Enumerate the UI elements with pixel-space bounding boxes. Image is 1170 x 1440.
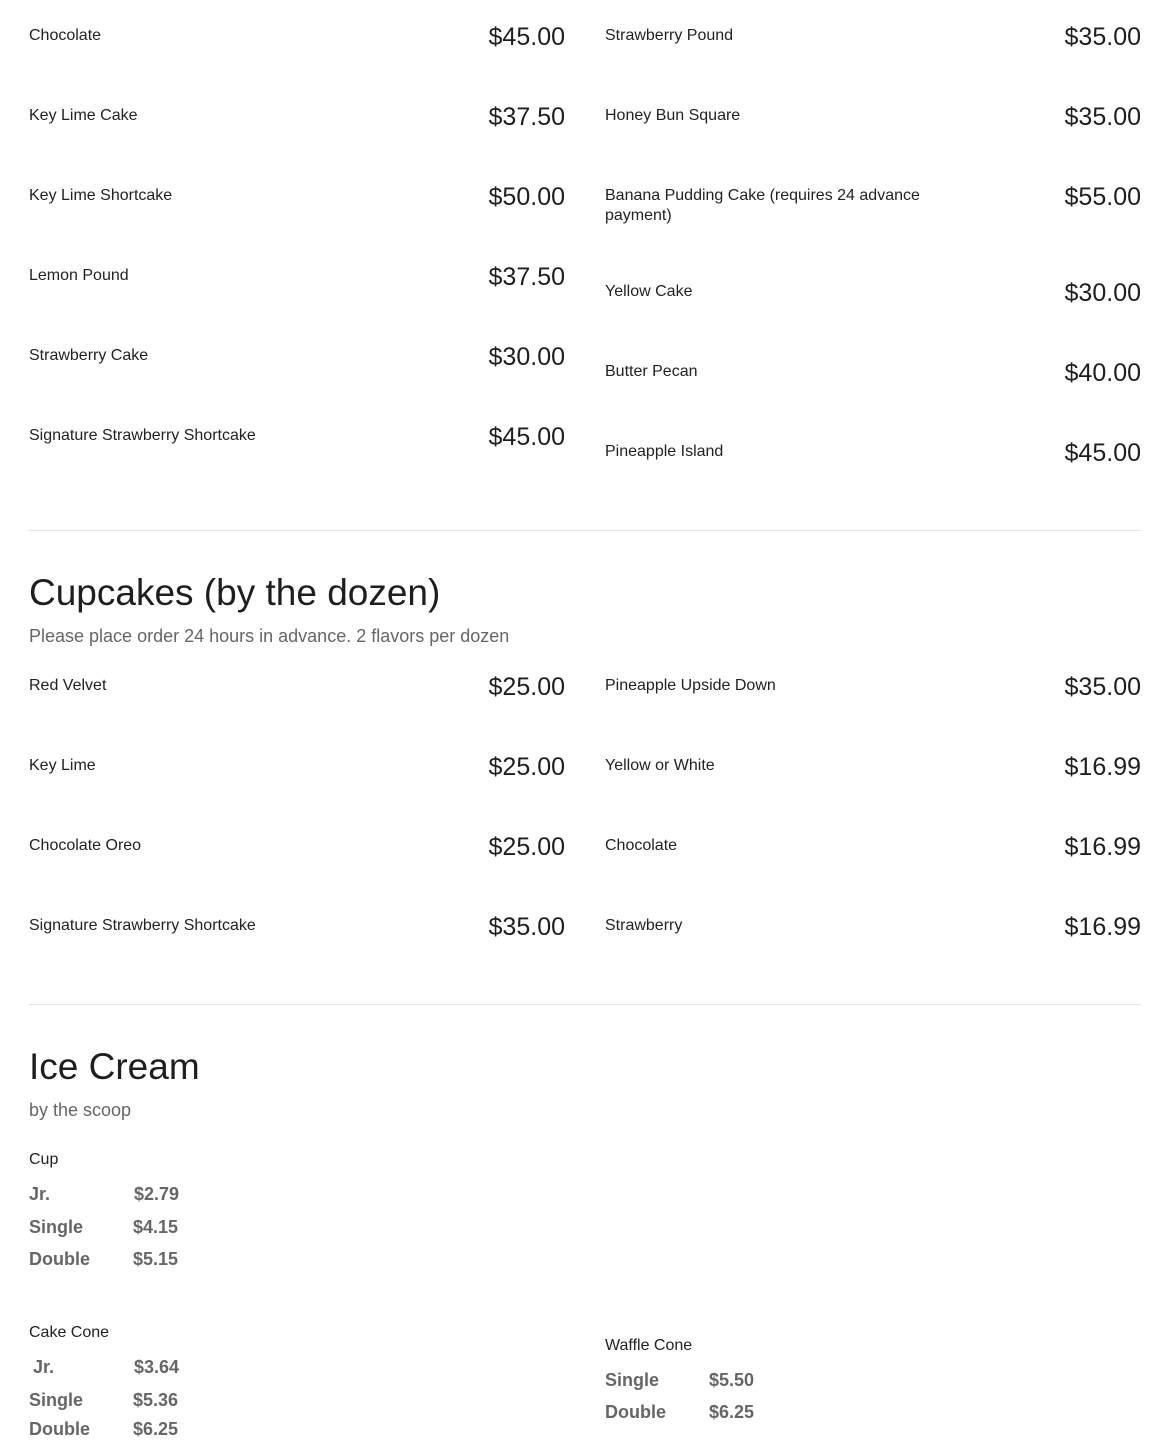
size-price: $5.36 <box>133 1390 179 1410</box>
menu-item-price: $40.00 <box>1064 359 1141 387</box>
menu-item-price: $45.00 <box>488 423 565 451</box>
cup-heading: Cup <box>29 1151 59 1168</box>
menu-item-price: $30.00 <box>488 343 565 371</box>
size-price: $6.25 <box>709 1402 755 1422</box>
menu-item-price: $30.00 <box>1064 279 1141 307</box>
size-label: Single <box>29 1390 84 1410</box>
menu-item-name: Strawberry <box>605 917 683 934</box>
menu-item-price: $37.50 <box>488 263 565 291</box>
menu-item-name: Honey Bun Square <box>605 107 741 124</box>
menu-item-price: $45.00 <box>488 23 565 51</box>
menu-item-name: Chocolate <box>29 27 102 44</box>
menu-item-price: $35.00 <box>1064 673 1141 701</box>
size-label: Double <box>29 1249 90 1269</box>
menu-item-name: Pineapple Upside Down <box>605 677 776 694</box>
menu-item-name: Yellow or White <box>605 757 715 774</box>
menu-item-name: Red Velvet <box>29 677 107 694</box>
menu-item-price: $16.99 <box>1064 833 1141 861</box>
menu-item-name: Banana Pudding Cake (requires 24 advance payment) <box>605 187 920 224</box>
menu-item-name: Signature Strawberry Shortcake <box>29 917 256 934</box>
section-description: by the scoop <box>29 1100 132 1120</box>
menu-item-price: $16.99 <box>1064 753 1141 781</box>
size-label: Single <box>605 1370 660 1390</box>
menu-item-price: $25.00 <box>488 673 565 701</box>
cake-cone-heading: Cake Cone <box>29 1324 110 1341</box>
menu-item-name: Strawberry Pound <box>605 27 734 44</box>
menu-item-name: Butter Pecan <box>605 363 698 380</box>
menu-item-name: Chocolate Oreo <box>29 837 142 854</box>
size-price: $4.15 <box>133 1217 179 1237</box>
menu-item-price: $37.50 <box>488 103 565 131</box>
menu-item-name: Key Lime Shortcake <box>29 187 173 204</box>
section-description: Please place order 24 hours in advance. 2 flavors per dozen <box>29 626 510 646</box>
menu-item-price: $35.00 <box>1064 103 1141 131</box>
size-price: $5.15 <box>133 1249 179 1269</box>
menu-item-name: Yellow Cake <box>605 283 693 300</box>
size-price: $3.64 <box>134 1357 180 1377</box>
menu-item-name: Pineapple Island <box>605 443 724 460</box>
size-label: Double <box>29 1419 90 1439</box>
menu-item-name: Signature Strawberry Shortcake <box>29 427 256 444</box>
menu-item-name: Key Lime Cake <box>29 107 138 124</box>
menu-item-price: $35.00 <box>488 913 565 941</box>
menu-item-name: Key Lime <box>29 757 96 774</box>
size-price: $5.50 <box>709 1370 755 1390</box>
menu-item-price: $50.00 <box>488 183 565 211</box>
menu-item-price: $35.00 <box>1064 23 1141 51</box>
menu-item-price: $16.99 <box>1064 913 1141 941</box>
menu-item-price: $25.00 <box>488 833 565 861</box>
menu-item-name: Strawberry Cake <box>29 347 149 364</box>
menu-item-price: $55.00 <box>1064 183 1141 211</box>
menu-item-price: $25.00 <box>488 753 565 781</box>
section-title: Cupcakes (by the dozen) <box>29 572 441 613</box>
size-price: $6.25 <box>133 1419 179 1439</box>
menu-item-price: $45.00 <box>1064 439 1141 467</box>
size-label: Jr. <box>33 1357 55 1377</box>
menu-item-name: Chocolate <box>605 837 678 854</box>
section-title: Ice Cream <box>29 1046 200 1087</box>
section-divider <box>29 1004 1141 1005</box>
waffle-cone-heading: Waffle Cone <box>605 1337 693 1354</box>
section-divider <box>29 530 1141 531</box>
size-price: $2.79 <box>134 1184 180 1204</box>
size-label: Single <box>29 1217 84 1237</box>
menu-item-name: Lemon Pound <box>29 267 129 284</box>
size-label: Jr. <box>29 1184 51 1204</box>
size-label: Double <box>605 1402 666 1422</box>
